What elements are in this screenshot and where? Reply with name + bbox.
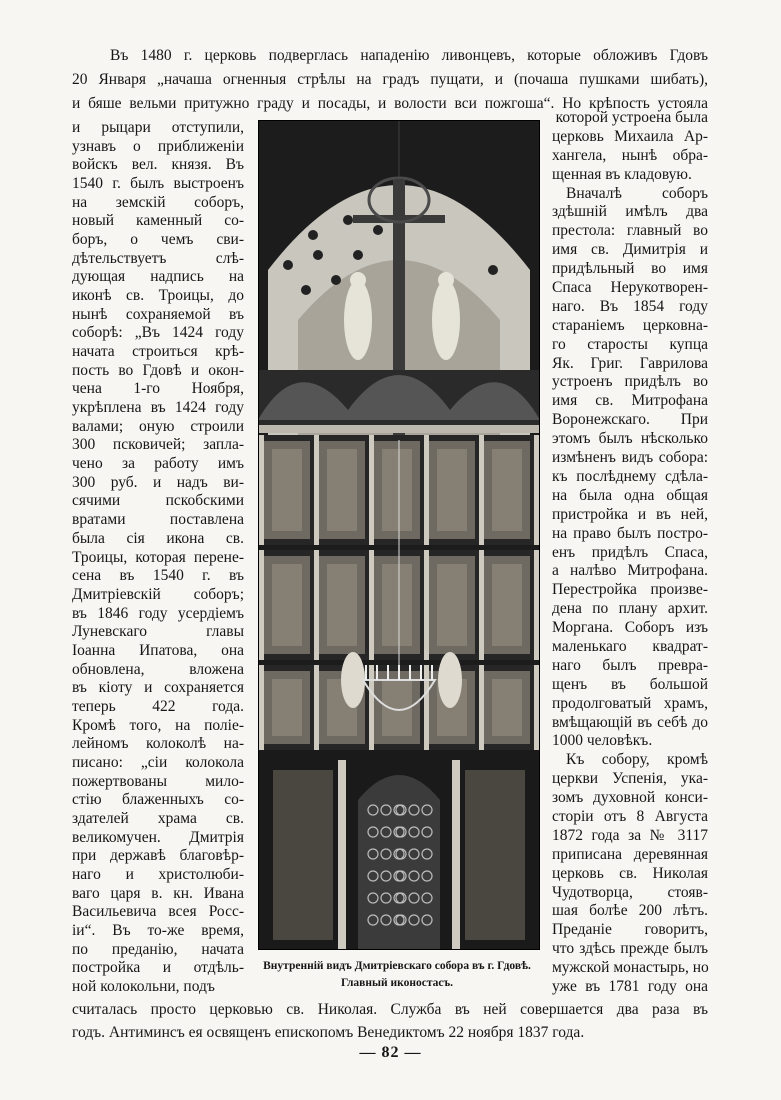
left-column-line: иконѣ св. Троицы, до <box>72 287 244 305</box>
right-column-line: щенъ въ большой <box>552 675 708 693</box>
right-column-line: а налѣво Митрофана. <box>552 562 708 580</box>
right-column-line: Воронежскаго. При <box>552 411 708 429</box>
tier-column <box>369 550 374 660</box>
right-column-line: этомъ былъ нѣсколько <box>552 430 708 448</box>
left-column-line: ной колокольни, подъ <box>72 978 215 995</box>
figure-caption-line-2: Главный иконостасъ. <box>340 977 454 989</box>
right-column-line: пристройка и въ ней, <box>552 505 708 523</box>
left-column-line: Іоанна Ипатова, она <box>72 641 244 659</box>
vault-window <box>353 250 363 260</box>
left-column-line: нынѣ сохраняемой въ <box>72 305 244 323</box>
right-column-line: церкви Успенія, ука- <box>552 770 708 788</box>
left-column-line: наго и христолюби- <box>72 865 244 883</box>
tier-column <box>534 665 539 750</box>
right-column-line: енъ придѣлъ Спаса, <box>552 543 708 561</box>
tier-column <box>259 665 264 750</box>
right-column-line: приписана деревянная <box>552 845 708 863</box>
right-column-line: Къ собору, кромѣ <box>566 751 708 769</box>
page-number: — 82 — <box>359 1044 422 1061</box>
left-column-line: ваго царя в. кн. Ивана <box>72 884 244 902</box>
right-column-line: измѣненъ видъ собора: <box>552 449 708 467</box>
left-column-line: боръ, о чемъ сви- <box>72 231 244 249</box>
right-column-line: Моргана. Соборъ изъ <box>552 619 708 637</box>
left-column-line: лейномъ колоколѣ на- <box>72 735 244 753</box>
icon-figure <box>437 449 467 531</box>
tier-column <box>424 435 429 545</box>
right-column-line: что здѣсь прежде былъ <box>552 940 708 958</box>
right-column-line: продолговатый храмъ, <box>552 694 708 712</box>
right-column-line: которой устроена была <box>555 109 708 126</box>
right-column-line: устроенъ придѣлъ во <box>552 373 708 391</box>
right-column-line: 1872 года за № 3117 <box>552 826 708 844</box>
right-column-line: придѣльный во имя <box>552 260 708 278</box>
icon-figure <box>492 679 522 736</box>
lower-icon-left <box>273 770 333 940</box>
right-column-line: на право былъ постро- <box>552 524 708 542</box>
left-column-line: здателей храма св. <box>72 809 244 827</box>
left-column-line: Кромѣ того, на поліе- <box>72 716 244 734</box>
tier-column <box>534 435 539 545</box>
left-column-line: на земскій соборъ, <box>72 193 244 211</box>
left-column-line: дѣтельствуетъ слѣ- <box>72 249 244 267</box>
right-column-line: мужской монастырь, но <box>552 959 709 977</box>
right-column-line: Вначалѣ соборъ <box>566 184 708 202</box>
tier-column <box>259 550 264 660</box>
left-column-line: пость во Гдовѣ и окон- <box>72 361 244 379</box>
right-column-line: Як. Григ. Гаврилова <box>552 354 708 372</box>
left-column-line: Дмитріевскій соборъ; <box>72 585 244 603</box>
left-column-line: въ 1846 году усердіемъ <box>72 604 244 622</box>
tier-column <box>259 435 264 545</box>
right-column-line: сторіи отъ 8 Августа <box>552 807 708 825</box>
vault-window <box>331 275 341 285</box>
left-column-line: дующая надпись на <box>72 268 244 286</box>
cornice-band <box>258 425 540 433</box>
vault-window <box>308 230 318 240</box>
right-column-line: къ послѣднему сдѣла- <box>552 467 708 485</box>
right-column-line: Преданіе говоритъ, <box>552 921 708 939</box>
right-column-line: церковь св. Николая <box>552 864 708 882</box>
left-column-line: чено за работу имъ <box>72 455 244 473</box>
right-column-line: Чудотворца, стояв- <box>552 883 708 901</box>
icon-figure <box>327 449 357 531</box>
left-column-line: сена въ 1540 г. въ <box>72 567 244 585</box>
statue-left <box>344 280 372 360</box>
right-column-line: уже въ 1781 году она <box>552 978 708 995</box>
tier-column <box>479 435 484 545</box>
lower-column <box>338 760 346 950</box>
right-column-line: Спаса Нерукотворен- <box>552 279 708 297</box>
tier-column <box>479 665 484 750</box>
left-column-line: вратами поставлена <box>72 511 244 529</box>
right-column-line: престола: главный во <box>552 222 708 240</box>
left-column-line: войскъ вел. князя. Въ <box>72 156 244 174</box>
icon-figure <box>272 449 302 531</box>
icon-figure <box>492 449 522 531</box>
right-column-line: дена по плану архит. <box>552 600 708 618</box>
right-column-line: маленькаго квадрат- <box>552 637 708 655</box>
icon-figure <box>382 564 412 646</box>
vault-window <box>313 250 323 260</box>
statue-right <box>432 280 460 360</box>
opening-line: и бяше вельми притужно граду и посады, и волости вси пожгоша“. Но крѣпость устояла <box>72 95 708 112</box>
left-column-line: была сія икона св. <box>72 529 244 547</box>
right-column-line: наго. Въ 1854 году <box>552 297 708 315</box>
tier-column <box>369 435 374 545</box>
icon-figure <box>437 564 467 646</box>
left-column-line: 300 руб. и надъ ви- <box>72 473 244 491</box>
tier-column <box>314 435 319 545</box>
left-column-line: обновлена, вложена <box>72 660 244 678</box>
right-column-line: хангела, нынѣ обра- <box>552 146 708 164</box>
right-column-line: го старосты купца <box>552 335 708 353</box>
left-column-line: новый каменный со- <box>72 212 244 230</box>
right-column-line: вмѣщающій въ себѣ до <box>552 713 708 731</box>
left-column-line: при державѣ благовѣр- <box>72 847 244 865</box>
tier-column <box>314 665 319 750</box>
tier-column <box>534 550 539 660</box>
right-column-line: щенная въ кладовую. <box>552 165 692 183</box>
icon-figure <box>327 564 357 646</box>
opening-line: Въ 1480 г. церковь подверглась нападенію ливонцевъ, которые обложивъ Гдовъ <box>110 47 708 64</box>
tier-column <box>424 665 429 750</box>
right-column-line: церковь Михаила Ар- <box>552 127 708 145</box>
right-column-line: здѣшній имѣлъ два <box>552 203 708 221</box>
tier-column <box>479 550 484 660</box>
angel-right <box>438 652 462 708</box>
left-column-line: въ кіоту и сохраняется <box>72 679 244 697</box>
closing-line: считалась просто церковью св. Николая. Служба въ ней совершается два раза въ <box>72 1001 708 1018</box>
figure-caption-line-1: Внутренній видъ Дмитріевскаго собора въ г. Гдовѣ. <box>263 960 531 972</box>
left-column-line: іи“. Въ то-же время, <box>72 921 244 939</box>
right-column-line: на была одна общая <box>552 486 708 504</box>
lower-column <box>452 760 460 950</box>
right-column-line: Перестройка произве- <box>552 581 708 599</box>
left-column-line: Троицы, которая перене- <box>72 548 244 566</box>
right-column-line: имя св. Димитрія и <box>552 241 708 259</box>
right-column-line: 1000 человѣкъ. <box>552 732 653 750</box>
angel-left <box>341 652 365 708</box>
left-column-line: по преданію, начата <box>72 940 244 958</box>
left-column-line: Луневскаго главы <box>72 623 244 641</box>
left-column-line: сячими пскобскими <box>72 492 244 510</box>
left-column-line: чена 1-го Ноября, <box>72 380 244 398</box>
left-column-line: начата строиться крѣ- <box>72 343 244 361</box>
left-column-line: великомучен. Дмитрія <box>72 828 244 846</box>
statue-right-head <box>438 272 454 288</box>
right-column-line: стараніемъ церковна- <box>552 316 708 334</box>
right-column-line: зомъ духовной конси- <box>552 789 708 807</box>
vault-window <box>488 265 498 275</box>
vault-window <box>373 225 383 235</box>
icon-figure <box>272 679 302 736</box>
left-column-line: 300 псковичей; запла- <box>72 436 244 454</box>
opening-line: 20 Января „начаша огненныя стрѣлы на градъ пущати, и (почаша пушками шибать), <box>72 71 708 88</box>
left-column-line: теперь 422 года. <box>72 697 244 715</box>
tier-column <box>424 550 429 660</box>
left-column-line: соборѣ: „Въ 1424 году <box>72 324 244 342</box>
vault-window <box>301 285 311 295</box>
vault-window <box>343 215 353 225</box>
left-column-line: Васильевича всея Росс- <box>72 903 244 921</box>
iconostasis-photograph <box>258 120 540 950</box>
left-column-line: укрѣплена въ 1424 году <box>72 399 244 417</box>
icon-figure <box>492 564 522 646</box>
icon-figure <box>272 564 302 646</box>
lower-icon-right <box>465 770 525 940</box>
tier-column <box>314 550 319 660</box>
left-column-line: и рыцари отступили, <box>72 119 244 136</box>
tier-column <box>369 665 374 750</box>
left-column-line: стію блаженныхъ со- <box>72 791 244 809</box>
left-column-line: валами; оную строили <box>72 417 244 435</box>
icon-figure <box>382 449 412 531</box>
vault-window <box>283 260 293 270</box>
right-column-line: имя св. Митрофана <box>552 392 708 410</box>
right-column-line: наго былъ превра- <box>552 656 708 674</box>
left-column-line: узнавъ о приближеніи <box>72 137 244 155</box>
left-column-line: пожертвованы мило- <box>72 772 244 790</box>
left-column-line: постройка и отдѣль- <box>72 959 244 977</box>
closing-line: годъ. Антиминсъ ея освященъ епископомъ Венедиктомъ 22 ноября 1837 года. <box>72 1024 585 1041</box>
left-column-line: писано: „сіи колокола <box>72 753 244 771</box>
left-column-line: 1540 г. былъ выстроенъ <box>72 175 244 193</box>
right-column-line: шая болѣе 200 лѣтъ. <box>552 902 708 920</box>
statue-left-head <box>350 272 366 288</box>
